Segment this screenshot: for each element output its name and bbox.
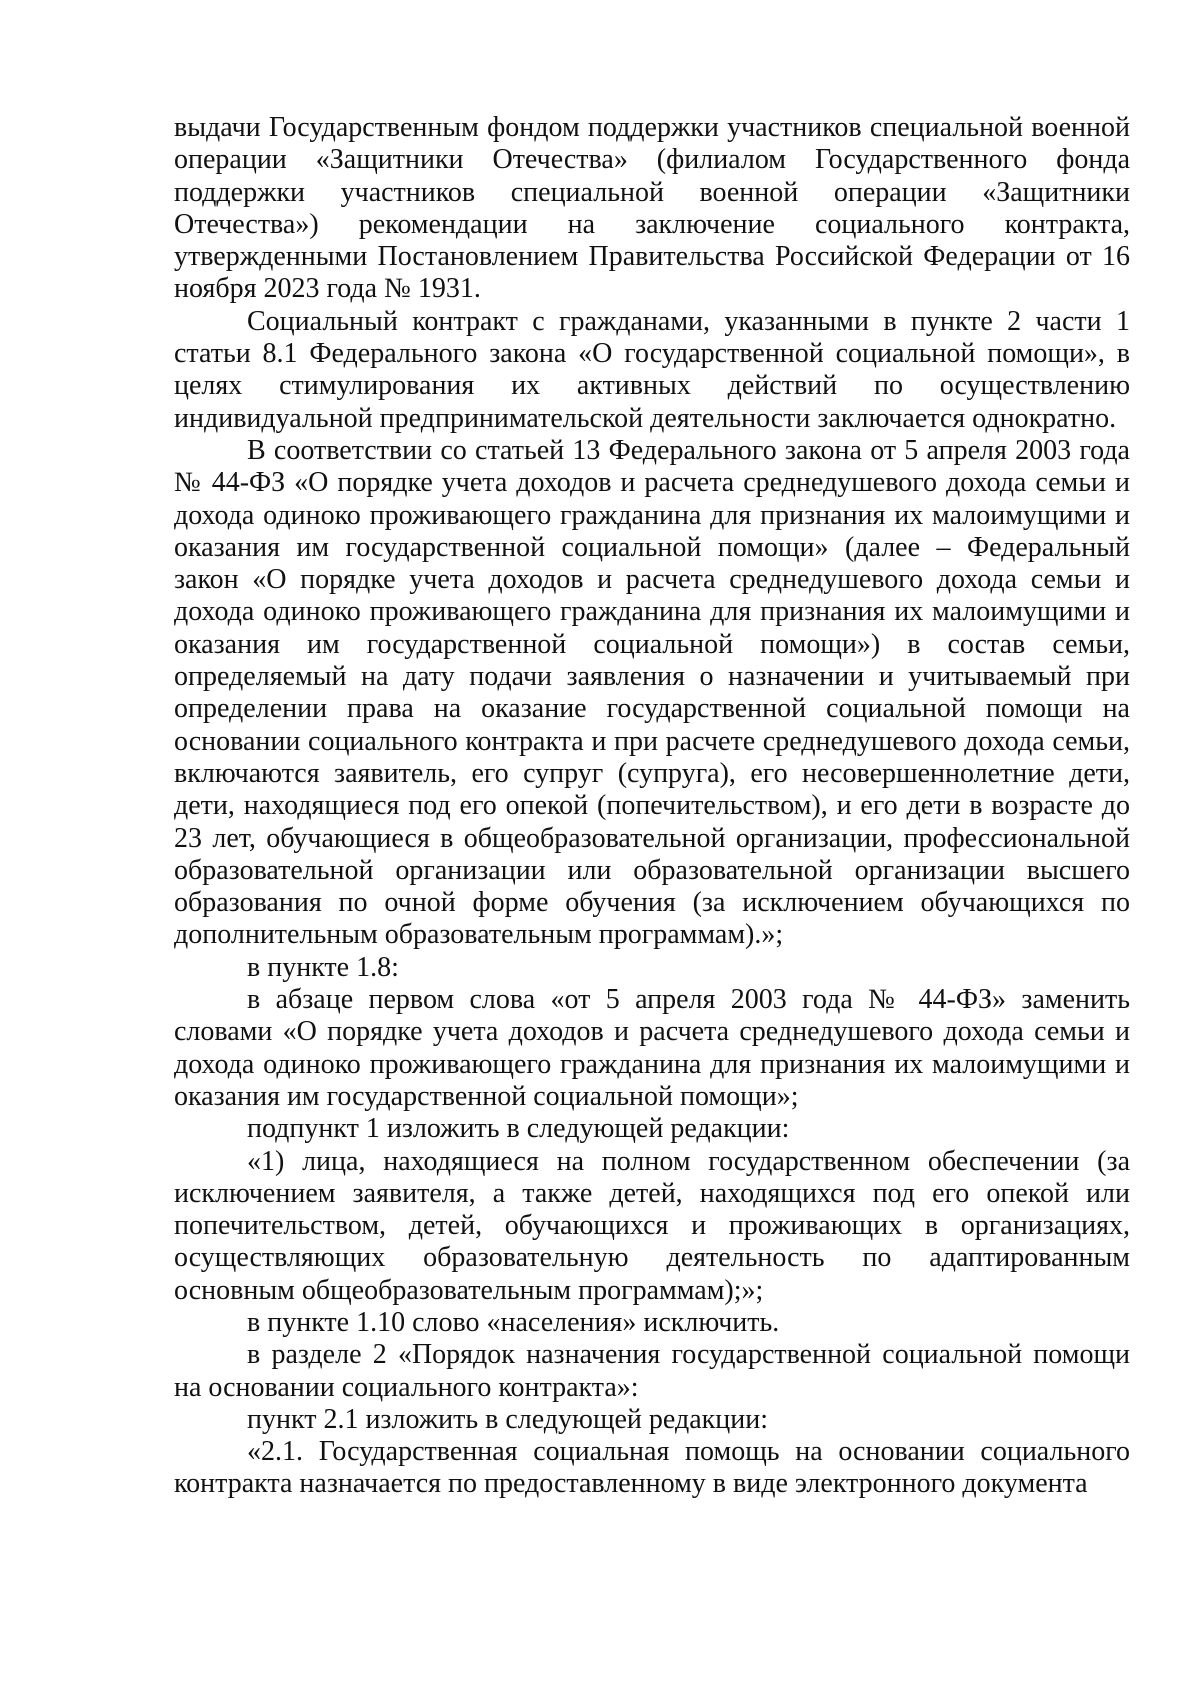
paragraph: в абзаце первом слова «от 5 апреля 2003 года № 44-ФЗ» заменить словами «О порядке учета доходов и расчета среднедушевого дохода семьи и дохода одиноко проживающего гражданина для признания их малоимущими и оказания им государственной социальной помощи»;: [174, 984, 1130, 1112]
paragraph: «2.1. Государственная социальная помощь на основании социального контракта назначается по предоставленному в виде электронного документа: [174, 1436, 1130, 1500]
paragraph: в пункте 1.8:: [247, 951, 399, 983]
paragraph: Социальный контракт с гражданами, указанными в пункте 2 части 1 статьи 8.1 Федерального закона «О государственной социальной помощи», в целях стимулирования их активных действий по осуществлению индивидуальной предпринимательской деятельности заключается однократно.: [174, 305, 1130, 434]
paragraph: в разделе 2 «Порядок назначения государственной социальной помощи на основании социального контракта»:: [174, 1339, 1130, 1403]
paragraph: «1) лица, находящиеся на полном государственном обеспечении (за исключением заявителя, а также детей, находящихся под его опекой или попечительством, детей, обучающихся и проживающих в организациях, осуществляющих образовательную деятельность по адаптированным основным общеобразовательным программам);»;: [174, 1145, 1130, 1306]
paragraph: подпункт 1 изложить в следующей редакции:: [247, 1113, 790, 1145]
paragraph: выдачи Государственным фондом поддержки участников специальной военной операции «Защитники Отечества» (филиалом Государственного фонда поддержки участников специальной военной операции «Защитники Отечества») рекомендации на заключение социального контракта, утвержденными Постановлением Правительства Российской Федерации от 16 ноября 2023 года № 1931.: [174, 112, 1130, 305]
paragraph: в пункте 1.10 слово «населения» исключить.: [247, 1306, 780, 1338]
paragraph: В соответствии со статьей 13 Федерального закона от 5 апреля 2003 года № 44-ФЗ «О порядке учета доходов и расчета среднедушевого дохода семьи и дохода одиноко проживающего гражданина для признания их малоимущими и оказания им государственной социальной помощи» (далее – Федеральный закон «О порядке учета доходов и расчета среднедушевого дохода семьи и дохода одиноко проживающего гражданина для признания их малоимущими и оказания им государственной социальной помощи») в состав семьи, определяемый на дату подачи заявления о назначении и учитываемый при определении права на оказание государственной социальной помощи на основании социального контракта и при расчете среднедушевого дохода семьи, включаются заявитель, его супруг (супруга), его несовершеннолетние дети, дети, находящиеся под его опекой (попечительством), и его дети в возрасте до 23 лет, обучающиеся в общеобразовательной организации, профессиональной образовательной организации или образовательной организации высшего образования по очной форме обучения (за исключением обучающихся по дополнительным образовательным программам).»;: [174, 434, 1130, 951]
paragraph: пункт 2.1 изложить в следующей редакции:: [247, 1403, 768, 1435]
document-page: [174, 112, 1130, 1501]
